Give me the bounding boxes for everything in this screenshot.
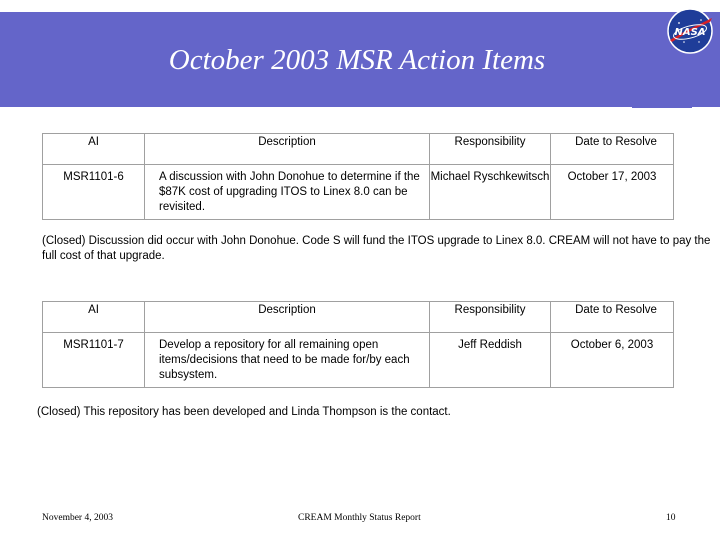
action-item-note-2: (Closed) This repository has been developed and Linda Thompson is the contact.	[37, 406, 451, 418]
cell-date-to-resolve: October 17, 2003	[551, 165, 674, 220]
footer-report-title: CREAM Monthly Status Report	[298, 513, 421, 523]
cell-responsibility: Jeff Reddish	[430, 333, 551, 388]
table-row	[43, 333, 674, 388]
header-accent-strip	[632, 104, 692, 108]
header-responsibility: Responsibility	[430, 134, 551, 165]
cell-description: A discussion with John Donohue to determine if the $87K cost of upgrading ITOS to Linex 8.0 can be revisited.	[145, 165, 430, 220]
cell-responsibility: Michael Ryschkewitsch	[430, 165, 551, 220]
nasa-logo-icon	[660, 4, 720, 56]
header-ai: AI	[43, 302, 145, 333]
header-date-to-resolve: Date to Resolve	[551, 302, 674, 333]
cell-ai: MSR1101-6	[43, 165, 145, 220]
action-item-table-2	[42, 301, 674, 388]
header-date-to-resolve: Date to Resolve	[551, 134, 674, 165]
table-row	[43, 165, 674, 220]
table-header-row	[43, 302, 674, 333]
header-description: Description	[145, 302, 430, 333]
table-header-row	[43, 134, 674, 165]
header-ai: AI	[43, 134, 145, 165]
header-description: Description	[145, 134, 430, 165]
header-responsibility: Responsibility	[430, 302, 551, 333]
cell-description: Develop a repository for all remaining open items/decisions that need to be made for/by each subsystem.	[145, 333, 430, 388]
action-item-table-1	[42, 133, 674, 220]
footer-date: November 4, 2003	[42, 513, 113, 523]
cell-date-to-resolve: October 6, 2003	[551, 333, 674, 388]
slide-title: October 2003 MSR Action Items	[168, 44, 546, 76]
footer-page-number: 10	[666, 513, 676, 523]
cell-ai: MSR1101-7	[43, 333, 145, 388]
action-item-note-1: (Closed) Discussion did occur with John Donohue. Code S will fund the ITOS upgrade to Linex 8.0. CREAM will not have to pay the full cost of that upgrade.	[42, 235, 711, 262]
logo-text: NASA	[674, 27, 706, 38]
